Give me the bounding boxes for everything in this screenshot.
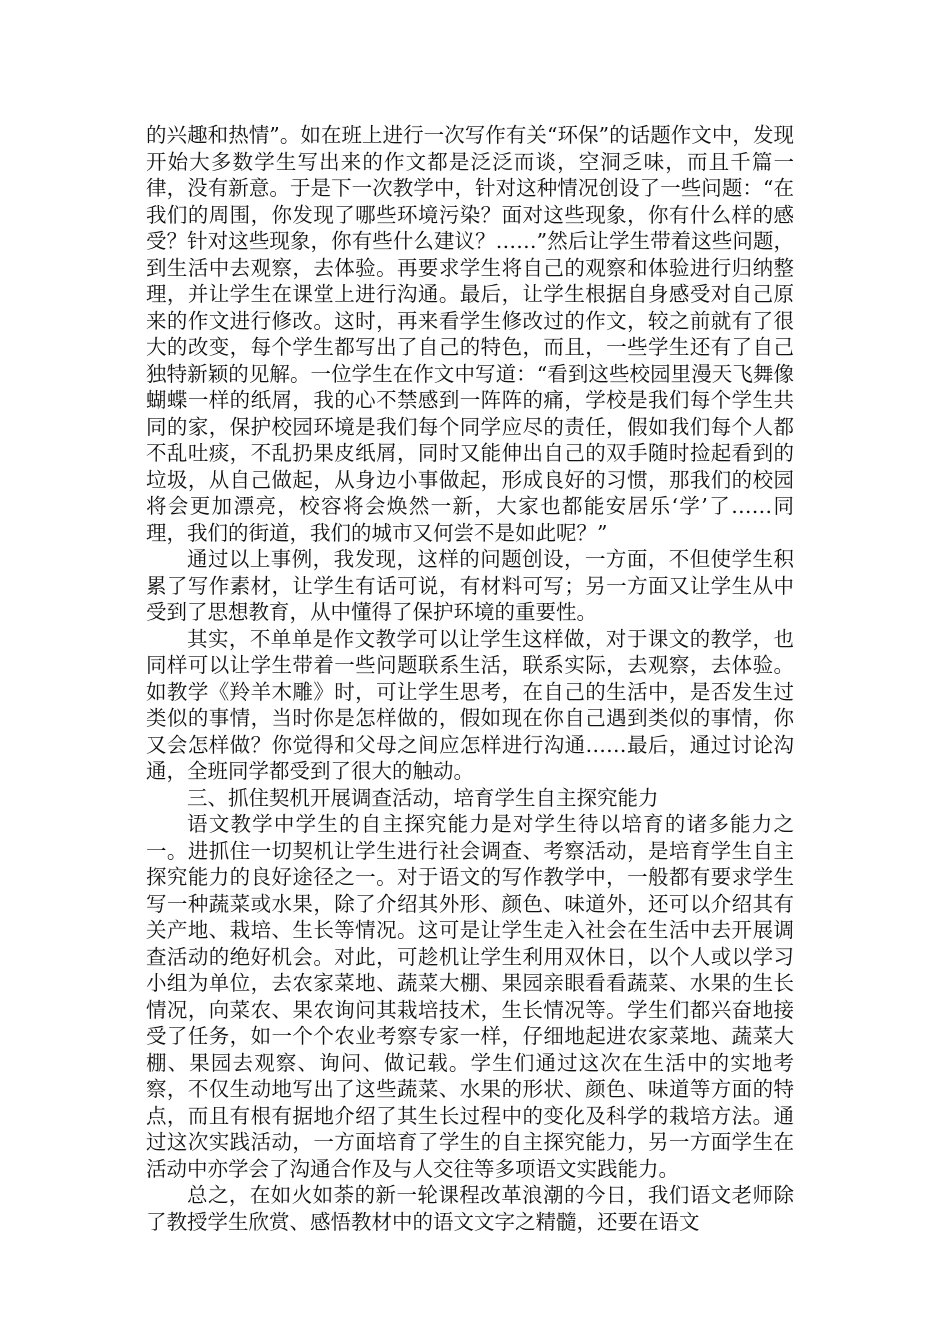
paragraph-inquiry-ability: 语文教学中学生的自主探究能力是对学生待以培育的诸多能力之一。进抓住一切契机让学生进行社会调查、考察活动，是培育学生自主探究能力的良好途径之一。对于语文的写作教学中，一般都有要求学生写一种蔬菜或水果，除了介绍其外形、颜色、味道外，还可以介绍其有关产地、栽培、生长等情况。这可是让学生走入社会在生活中去开展调查活动的绝好机会。对此，可趁机让学生利用双休日，以个人或以学习小组为单位，去农家菜地、蔬菜大棚、果园亲眼看看蔬菜、水果的生长情况，向菜农、果农询问其栽培技术，生长情况等。学生们都兴奋地接受了任务，如一个个农业考察专家一样，仔细地起进农家菜地、蔬菜大棚、果园去观察、询问、做记载。学生们通过这次在生活中的实地考察，不仅生动地写出了这些蔬菜、水果的形状、颜色、味道等方面的特点，而且有根有据地介绍了其生长过程中的变化及科学的栽培方法。通过这次实践活动，一方面培育了学生的自主探究能力，另一方面学生在活动中亦学会了沟通合作及与人交往等多项语文实践能力。 bbox=[146, 812, 794, 1181]
paragraph-continuation: 的兴趣和热情”。如在班上进行一次写作有关“环保”的话题作文中，发现开始大多数学生写出来的作文都是泛泛而谈，空洞乏味，而且千篇一律，没有新意。于是下一次教学中，针对这种情况创设了一些问题：“在我们的周围，你发现了哪些环境污染？面对这些现象，你有什么样的感受？针对这些现象，你有些什么建议？……”然后让学生带着这些问题，到生活中去观察，去体验。再要求学生将自己的观察和体验进行归纳整理，并让学生在课堂上进行沟通。最后，让学生根据自身感受对自己原来的作文进行修改。这时，再来看学生修改过的作文，较之前就有了很大的改变，每个学生都写出了自己的特色，而且，一些学生还有了自己独特新颖的见解。一位学生在作文中写道：“看到这些校园里漫天飞舞像蝴蝶一样的纸屑，我的心不禁感到一阵阵的痛，学校是我们每个学生共同的家，保护校园环境是我们每个同学应尽的责任，假如我们每个人都不乱吐痰，不乱扔果皮纸屑，同时又能伸出自己的双手随时捡起看到的垃圾，从自己做起，从身边小事做起，形成良好的习惯，那我们的校园将会更加漂亮，校容将会焕然一新，大家也都能安居乐‘学’了……同理，我们的街道，我们的城市又何尝不是如此呢？” bbox=[146, 123, 794, 545]
paragraph-examples-summary: 通过以上事例，我发现，这样的问题创设，一方面，不但使学生积累了写作素材，让学生有话可说，有材料可写；另一方面又让学生从中受到了思想教育，从中懂得了保护环境的重要性。 bbox=[146, 547, 794, 624]
document-body bbox=[146, 122, 794, 1235]
section-heading-3: 三、抓住契机开展调查活动，培育学生自主探究能力 bbox=[187, 785, 659, 810]
paragraph-text-teaching: 其实，不单单是作文教学可以让学生这样做，对于课文的教学，也同样可以让学生带着一些问题联系生活，联系实际，去观察，去体验。如教学《羚羊木雕》时，可让学生思考，在自己的生活中，是否发生过类似的事情，当时你是怎样做的，假如现在你自己遇到类似的事情，你又会怎样做？你觉得和父母之间应怎样进行沟通……最后，通过讨论沟通，全班同学都受到了很大的触动。 bbox=[146, 626, 794, 783]
paragraph-conclusion: 总之，在如火如荼的新一轮课程改革浪潮的今日，我们语文老师除了教授学生欣赏、感悟教材中的语文文字之精髓，还要在语文 bbox=[146, 1183, 794, 1234]
